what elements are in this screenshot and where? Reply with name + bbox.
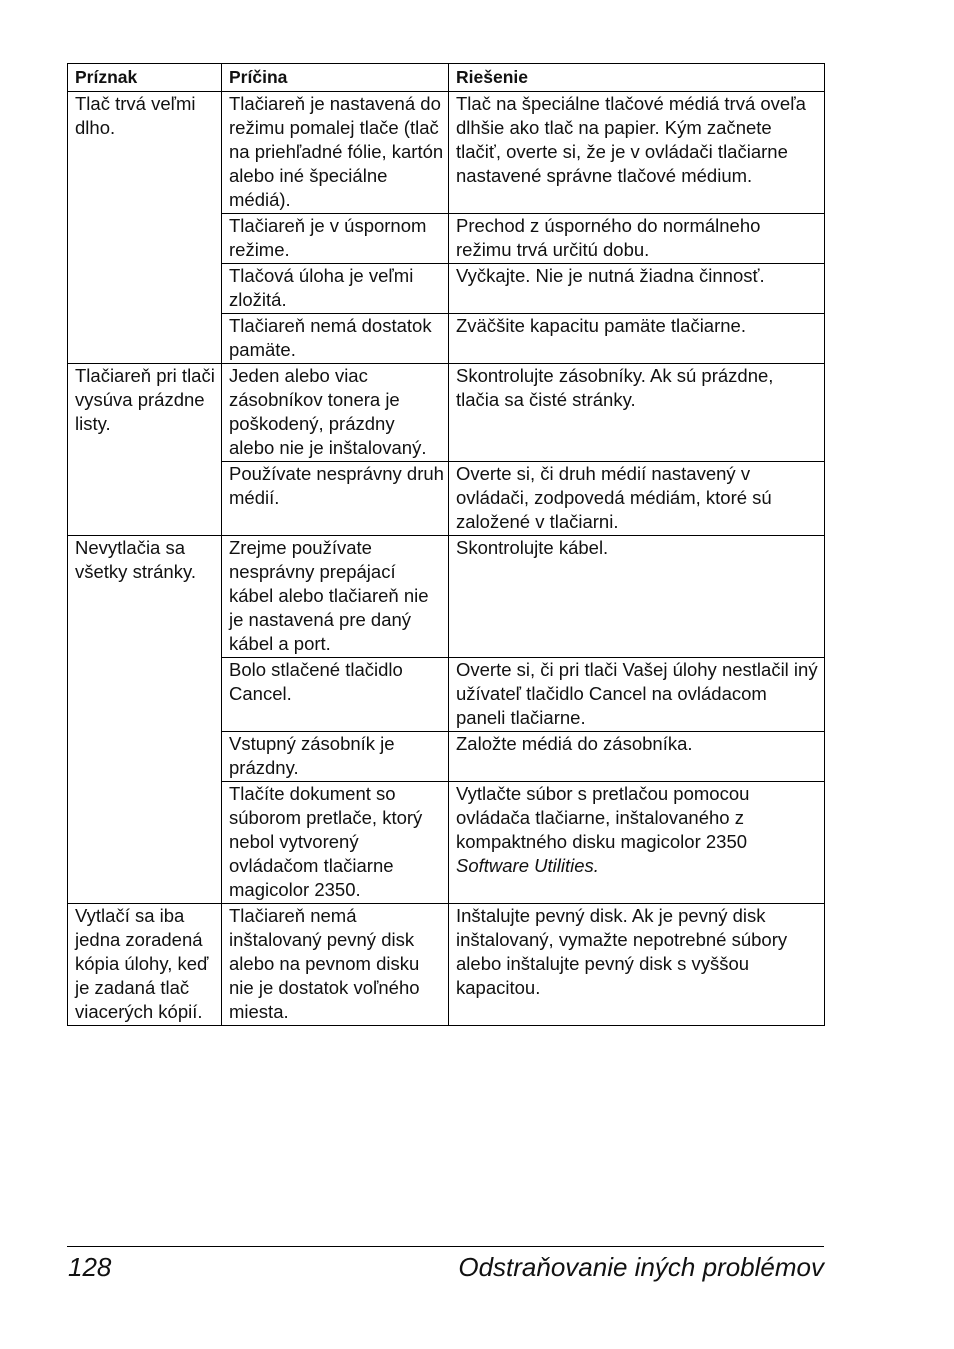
- solution-text: Vytlačte súbor s pretlačou pomocou ovládača tlačiarne, inštalovaného z kompaktného disku magicolor 2350: [456, 783, 750, 852]
- cause-cell: Vstupný zásobník je prázdny.: [222, 732, 449, 782]
- cause-cell: Tlačíte dokument so súborom pretlače, ktorý nebol vytvorený ovládačom tlačiarne magicolor 2350.: [222, 782, 449, 904]
- table-row: [68, 92, 825, 214]
- solution-cell: Zväčšite kapacitu pamäte tlačiarne.: [449, 314, 825, 364]
- header-symptom: Príznak: [68, 64, 222, 92]
- cause-cell: Tlačiareň nemá inštalovaný pevný disk alebo na pevnom disku nie je dostatok voľného miesta.: [222, 904, 449, 1026]
- solution-cell: Skontrolujte zásobníky. Ak sú prázdne, tlačia sa čisté stránky.: [449, 364, 825, 462]
- solution-cell: Založte médiá do zásobníka.: [449, 732, 825, 782]
- solution-cell: Prechod z úsporného do normálneho režimu trvá určitú dobu.: [449, 214, 825, 264]
- footer-divider: [67, 1246, 824, 1247]
- symptom-cell: Tlač trvá veľmi dlho.: [68, 92, 222, 364]
- table-row: [68, 904, 825, 1026]
- cause-cell: Tlačiareň nemá dostatok pamäte.: [222, 314, 449, 364]
- page-number: 128: [68, 1252, 112, 1282]
- symptom-cell: Nevytlačia sa všetky stránky.: [68, 536, 222, 904]
- symptom-cell: Vytlačí sa iba jedna zoradená kópia úlohy, keď je zadaná tlač viacerých kópií.: [68, 904, 222, 1026]
- troubleshooting-table: [67, 63, 825, 1026]
- table-row: [68, 536, 825, 658]
- solution-cell: Tlač na špeciálne tlačové médiá trvá oveľa dlhšie ako tlač na papier. Kým začnete tlačiť, overte si, že je v ovládači tlačiarne nastavené správne tlačové médium.: [449, 92, 825, 214]
- cause-cell: Tlačiareň je nastavená do režimu pomalej tlače (tlač na priehľadné fólie, kartón alebo iné špeciálne médiá).: [222, 92, 449, 214]
- solution-italic-text: Software Utilities.: [456, 855, 599, 876]
- solution-cell: Skontrolujte kábel.: [449, 536, 825, 658]
- cause-cell: Tlačiareň je v úspornom režime.: [222, 214, 449, 264]
- cause-cell: Tlačová úloha je veľmi zložitá.: [222, 264, 449, 314]
- solution-cell: Overte si, či pri tlači Vašej úlohy nestlačil iný užívateľ tlačidlo Cancel na ovládacom paneli tlačiarne.: [449, 658, 825, 732]
- solution-cell: Overte si, či druh médií nastavený v ovládači, zodpovedá médiám, ktoré sú založené v tlačiarni.: [449, 462, 825, 536]
- cause-cell: Zrejme používate nesprávny prepájací kábel alebo tlačiareň nie je nastavená pre daný kábel a port.: [222, 536, 449, 658]
- header-solution: Riešenie: [449, 64, 825, 92]
- cause-cell: Jeden alebo viac zásobníkov tonera je poškodený, prázdny alebo nie je inštalovaný.: [222, 364, 449, 462]
- header-cause: Príčina: [222, 64, 449, 92]
- chapter-title: Odstraňovanie iných problémov: [458, 1252, 824, 1282]
- table-header-row: [68, 64, 825, 92]
- solution-cell: Vyčkajte. Nie je nutná žiadna činnosť.: [449, 264, 825, 314]
- cause-cell: Používate nesprávny druh médií.: [222, 462, 449, 536]
- cause-cell: Bolo stlačené tlačidlo Cancel.: [222, 658, 449, 732]
- solution-cell: [449, 782, 825, 904]
- symptom-cell: Tlačiareň pri tlači vysúva prázdne listy.: [68, 364, 222, 536]
- solution-cell: Inštalujte pevný disk. Ak je pevný disk inštalovaný, vymažte nepotrebné súbory alebo inštalujte pevný disk s vyššou kapacitou.: [449, 904, 825, 1026]
- table-row: [68, 364, 825, 462]
